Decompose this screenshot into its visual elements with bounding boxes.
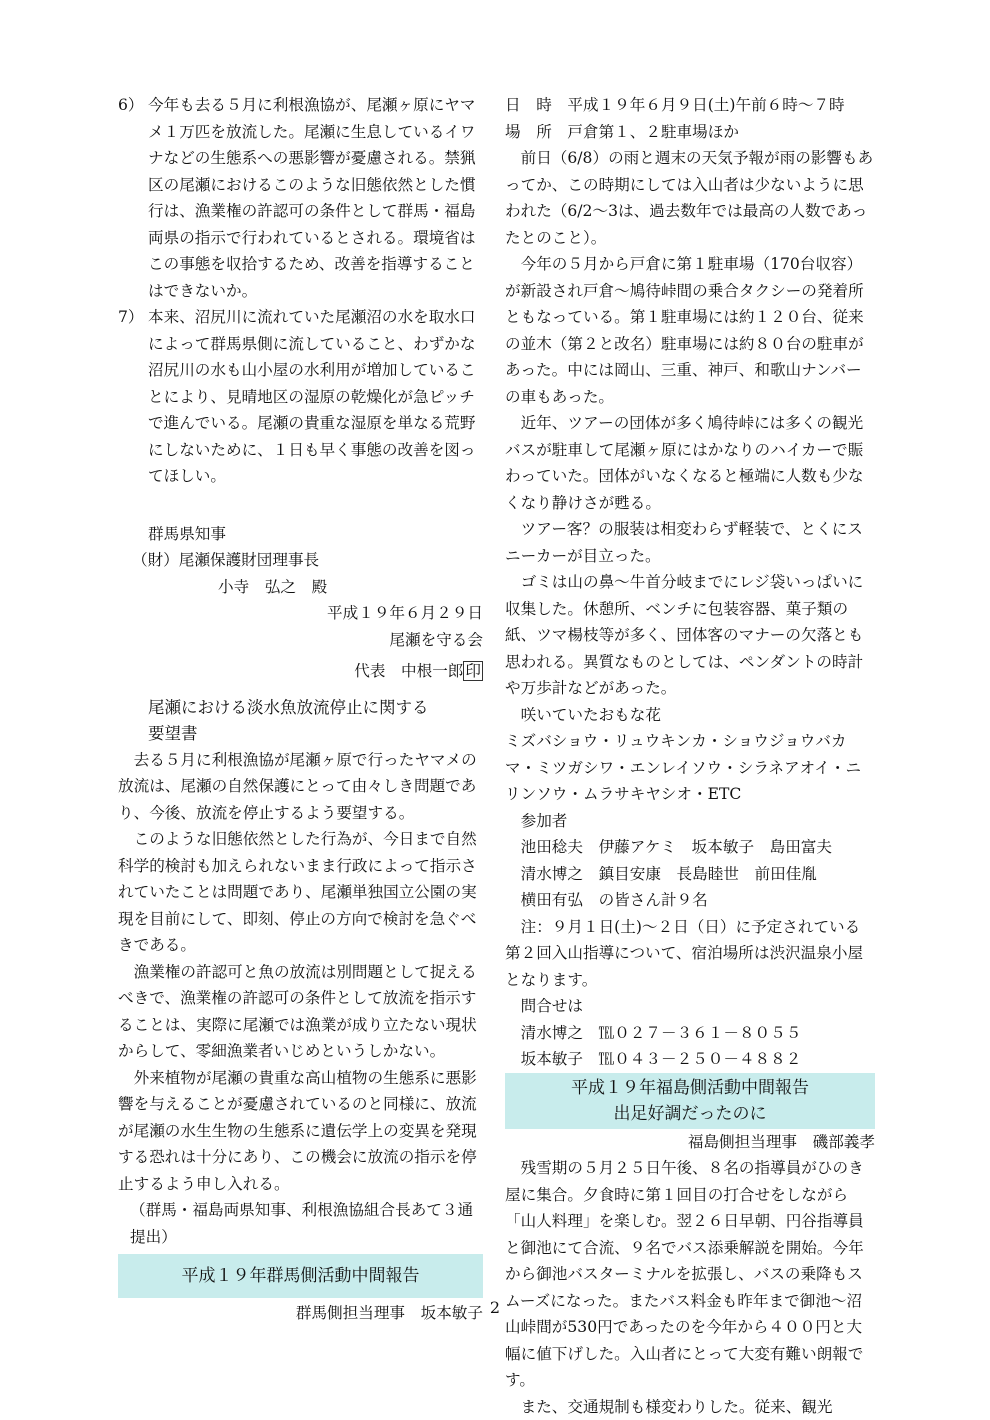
- report-paragraph-3: 近年、ツアーの団体が多く鳩待峠には多くの観光バスが駐車して尾瀬ヶ原にはかなりのハイカーで賑わっていた。団体がいなくなると極端に人数も少なくなり静けさが甦る。: [505, 410, 875, 516]
- sender-representative: [118, 658, 483, 685]
- flowers-label: 咲いていたおもな花: [505, 702, 875, 729]
- fukushima-paragraph-1: 残雪期の５月２５日午後、８名の指導員がひのき屋に集合。夕食時に第１回目の打合せをしながら「山人料理」を楽しむ。翌２６日早朝、円谷指導員と御池にて合流、９名でバス添乗解説を開始。今年から御池バスターミナルを拡張し、バスの乗降もスムーズになった。またバス料金も昨年まで御池～沼山峠間が530円であったのを今年から４００円と大幅に値下げした。入山者にとって大変有難い朗報です。: [505, 1155, 875, 1394]
- schedule-note: 注：９月１日(土)～２日（日）に予定されている第２回入山指導について、宿泊場所は渋沢温泉小屋となります。: [505, 914, 875, 994]
- representative-name: 代表 中根一郎: [354, 662, 463, 680]
- participants-line-2: 清水博之 鎮目安康 長島睦世 前田佳胤: [505, 861, 875, 888]
- report-paragraph-4: ツアー客？の服装は相変わらず軽装で、とくにスニーカーが目立った。: [505, 516, 875, 569]
- event-date: 日 時 平成１９年６月９日(土)午前６時～７時: [505, 92, 875, 119]
- report-paragraph-5: ゴミは山の鼻～牛首分岐までにレジ袋いっぱいに収集した。休憩所、ベンチに包装容器、菓子類の紙、ツマ楊枝等が多く、団体客のマナーの欠落とも思われる。異質なものとしては、ペンダントの時計や万歩計などがあった。: [505, 569, 875, 702]
- contact-1-tel: ℡０２７－３６１－８０５５: [599, 1024, 802, 1042]
- contact-2: [505, 1046, 875, 1073]
- spacer: [118, 490, 483, 516]
- contact-1: [505, 1020, 875, 1047]
- item-7: [118, 304, 483, 490]
- right-column: [505, 92, 875, 1420]
- item-6-text: 今年も去る５月に利根漁協が、尾瀬ヶ原にヤマメ１万匹を放流した。尾瀬に生息しているイワナなどの生態系への悪影響が憂慮される。禁猟区の尾瀬におけるこのような旧態依然とした慣行は、漁業権の許認可の条件として群馬・福島両県の指示で行われているとされる。環境省はこの事態を収拾するため、改善を指導することはできないか。: [148, 96, 475, 300]
- contact-2-tel: ℡０４３－２５０－４８８２: [599, 1050, 802, 1068]
- petition-paragraph-2: このような旧態依然とした行為が、今日まで自然科学的検討も加えられないまま行政によって指示されていたことは問題であり、尾瀬単独国立公園の実現を目前にして、即刻、停止の方向で検討を急ぐべきである。: [118, 826, 483, 959]
- fukushima-report-banner: [505, 1073, 875, 1129]
- page-number: 2: [0, 1298, 990, 1317]
- gunma-report-banner: [118, 1254, 483, 1298]
- fukushima-report-title: 平成１９年福島側活動中間報告: [505, 1075, 875, 1101]
- petition-paragraph-3: 漁業権の許認可と魚の放流は別問題として捉えるべきで、漁業権の許認可の条件として放流を指示することは、実際に尾瀬では漁業が成り立たない現状からして、零細漁業者いじめというしかない。: [118, 959, 483, 1065]
- gunma-report-title: 平成１９年群馬側活動中間報告: [182, 1266, 420, 1286]
- letter-date: 平成１９年６月２９日: [118, 600, 483, 627]
- report-paragraph-1: 前日（6/8）の雨と週末の天気予報が雨の影響もあってか、この時期にしては入山者は少ないように思われた（6/2～3は、過去数年では最高の人数であったとのこと）。: [505, 145, 875, 251]
- sender-org: 尾瀬を守る会: [118, 627, 483, 654]
- participants-label: 参加者: [505, 808, 875, 835]
- contact-2-name: 坂本敏子: [521, 1050, 583, 1068]
- recipient-governor: 群馬県知事: [118, 521, 483, 548]
- participants-line-3: 横田有弘 の皆さん計９名: [505, 887, 875, 914]
- event-place: 場 所 戸倉第１、２駐車場ほか: [505, 119, 875, 146]
- recipient-foundation: （財）尾瀬保護財団理事長: [118, 547, 483, 574]
- item-7-text: 本来、沼尻川に流れていた尾瀬沼の水を取水口によって群馬県側に流していること、わずかな沼尻川の水も山小屋の水利用が増加していることにより、見晴地区の湿原の乾燥化が急ピッチで進んでいる。尾瀬の貴重な湿原を単なる荒野にしないために、１日も早く事態の改善を図ってほしい。: [148, 308, 475, 485]
- item-6-number: 6）: [118, 92, 144, 119]
- petition-paragraph-1: 去る５月に利根漁協が尾瀬ヶ原で行ったヤマメの放流は、尾瀬の自然保護にとって由々しき問題であり、今後、放流を停止するよう要望する。: [118, 747, 483, 827]
- fukushima-report-subtitle: 出足好調だったのに: [505, 1101, 875, 1127]
- left-column: [118, 92, 483, 1327]
- report-paragraph-2: 今年の５月から戸倉に第１駐車場（170台収容）が新設され戸倉～鳩待峠間の乗合タクシーの発着所ともなっている。第１駐車場には約１２０台、従来の並木（第２と改名）駐車場には約８０台の駐車があった。中には岡山、三重、神戸、和歌山ナンバーの車もあった。: [505, 251, 875, 410]
- flowers-list: ミズバショウ・リュウキンカ・ショウジョウバカマ・ミツガシワ・エンレイソウ・シラネアオイ・ニリンソウ・ムラサキヤシオ・ETC: [505, 728, 875, 808]
- fukushima-paragraph-2: また、交通規制も様変わりした。従来、観光: [505, 1394, 875, 1420]
- fukushima-report-author: 福島側担当理事 磯部義孝: [505, 1129, 875, 1156]
- petition-title-line2: 要望書: [118, 721, 483, 747]
- seal-mark: 印: [463, 661, 483, 681]
- petition-title-line1: 尾瀬における淡水魚放流停止に関する: [118, 695, 483, 721]
- item-7-number: 7）: [118, 304, 144, 331]
- participants-line-1: 池田稔夫 伊藤アケミ 坂本敏子 島田富夫: [505, 834, 875, 861]
- recipient-name: 小寺 弘之 殿: [118, 574, 483, 601]
- gunma-report-author: 群馬側担当理事 坂本敏子: [118, 1300, 483, 1327]
- contact-1-name: 清水博之: [521, 1024, 583, 1042]
- contact-label: 問合せは: [505, 993, 875, 1020]
- item-6: [118, 92, 483, 304]
- petition-note: （群馬・福島両県知事、利根漁協組合長あて３通提出）: [118, 1197, 483, 1250]
- petition-paragraph-4: 外来植物が尾瀬の貴重な高山植物の生態系に悪影響を与えることが憂慮されているのと同様に、放流が尾瀬の水生生物の生態系に遺伝学上の変異を発現する恐れは十分にあり、この機会に放流の指示を停止するよう申し入れる。: [118, 1065, 483, 1198]
